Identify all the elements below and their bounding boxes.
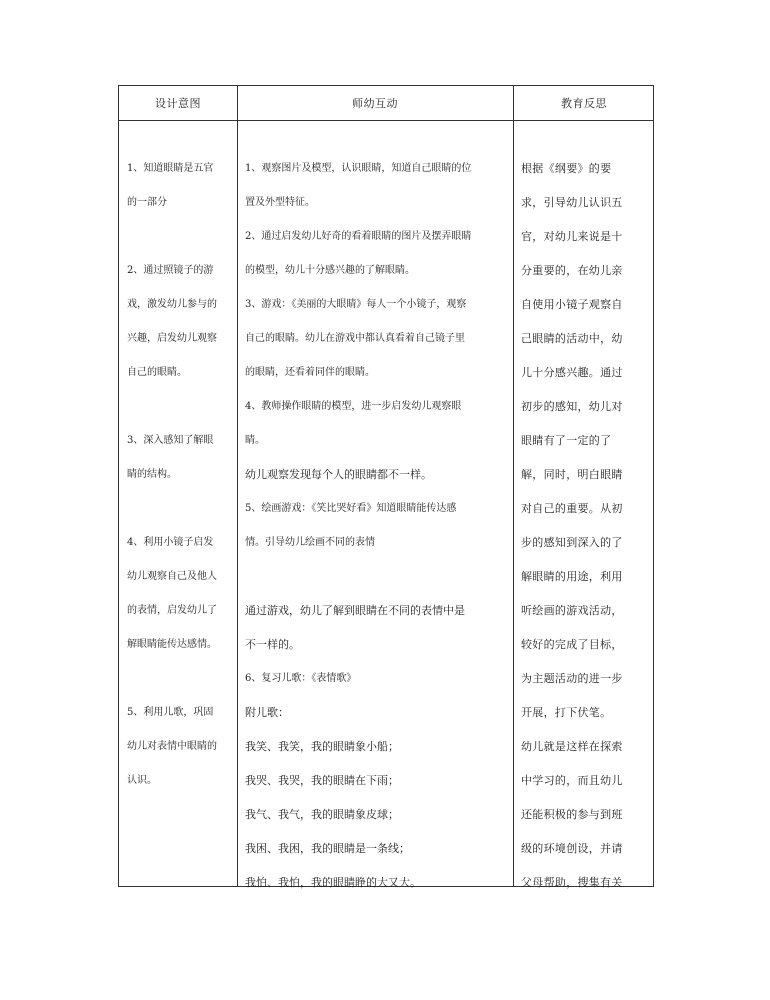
interaction-line: 我气、我气，我的眼睛象皮球； (245, 808, 399, 821)
reflection-line: 还能积极的参与到班 (521, 808, 623, 821)
interaction-line: 自己的眼睛。幼儿在游戏中都认真看着自己镜子里 (245, 333, 465, 344)
interaction-line: 我困、我困，我的眼睛是一条线； (245, 842, 410, 855)
design-intent-line: 的表情，启发幼儿了 (127, 605, 217, 616)
reflection-line: 听绘画的游戏活动， (521, 604, 623, 617)
design-intent-line: 幼儿观察自己及他人 (127, 571, 217, 582)
reflection-line: 官，对幼儿来说是十 (521, 230, 623, 243)
reflection-line: 父母帮助，搜集有关 (521, 876, 623, 889)
reflection-line: 对自己的重要。从初 (521, 502, 623, 515)
design-intent-line (127, 390, 235, 424)
lesson-table (118, 85, 654, 887)
design-intent-line: 4、利用小镜子启发 (127, 537, 214, 548)
design-intent-line: 解眼睛能传达感情。 (127, 639, 217, 650)
header-interaction: 师幼互动 (352, 97, 398, 110)
interaction-line: 不一样的。 (245, 638, 300, 651)
reflection-line: 为主题活动的进一步 (521, 672, 623, 685)
header-reflection: 教育反思 (561, 97, 607, 110)
design-intent-line: 3、深入感知了解眼 (127, 435, 214, 446)
reflection-line: 儿十分感兴趣。通过 (521, 366, 623, 379)
reflection-line: 根据《纲要》的要 (521, 162, 612, 175)
reflection-line: 眼睛有了一定的了 (521, 434, 612, 447)
header-divider (119, 120, 653, 121)
interaction-line: 4、教师操作眼睛的模型，进一步启发幼儿观察眼 (245, 401, 462, 412)
interaction-line: 1、观察图片及模型，认识眼睛，知道自己眼睛的位 (245, 163, 472, 174)
reflection-line: 较好的完成了目标， (521, 638, 623, 651)
interaction-line: 附儿歌： (245, 706, 289, 719)
reflection-line: 自使用小镜子观察自 (521, 298, 623, 311)
reflection-line: 幼儿就是这样在探索 (521, 740, 623, 753)
column-divider (513, 86, 514, 886)
reflection-line: 解眼睛的用途，利用 (521, 570, 623, 583)
reflection-line: 解，同时，明白眼睛 (521, 468, 623, 481)
column-divider (237, 86, 238, 886)
interaction-line (245, 560, 509, 594)
design-intent-column (127, 152, 235, 798)
interaction-line: 情。引导幼儿绘画不同的表情 (245, 537, 375, 548)
reflection-line: 初步的感知，幼儿对 (521, 400, 623, 413)
reflection-line: 步的感知到深入的了 (521, 536, 623, 549)
reflection-line: 级的环境创设，并请 (521, 842, 623, 855)
interaction-column (245, 152, 509, 900)
interaction-line: 置及外型特征。 (245, 197, 315, 208)
reflection-line: 开展，打下伏笔。 (521, 706, 612, 719)
interaction-line: 2、通过启发幼儿好奇的看着眼睛的图片及摆弄眼睛 (245, 231, 472, 242)
design-intent-line: 幼儿对表情中眼睛的 (127, 741, 217, 752)
design-intent-line: 兴趣，启发幼儿观察 (127, 333, 217, 344)
design-intent-line: 5、利用儿歌，巩固 (127, 707, 214, 718)
reflection-line: 己眼睛的活动中，幼 (521, 332, 623, 345)
design-intent-line: 睛的结构。 (127, 469, 177, 480)
reflection-column (521, 152, 651, 900)
design-intent-line (127, 662, 235, 696)
reflection-line: 求，引导幼儿认识五 (521, 196, 623, 209)
interaction-line: 5、绘画游戏：《笑比哭好看》知道眼睛能传达感 (245, 503, 457, 514)
interaction-line: 3、游戏：《美丽的大眼睛》每人一个小镜子，观察 (245, 299, 467, 310)
interaction-line: 我怕、我怕，我的眼睛睁的大又大。 (245, 876, 421, 889)
reflection-line: 中学习的，而且幼儿 (521, 774, 623, 787)
interaction-line: 睛。 (245, 435, 265, 446)
interaction-line: 的眼睛，还看着同伴的眼睛。 (245, 367, 375, 378)
design-intent-line: 认识。 (127, 775, 157, 786)
header-design-intent: 设计意图 (155, 97, 201, 110)
interaction-line: 我笑、我笑，我的眼睛象小船； (245, 740, 399, 753)
reflection-line: 分重要的，在幼儿亲 (521, 264, 623, 277)
design-intent-line (127, 220, 235, 254)
design-intent-line: 2、通过照镜子的游 (127, 265, 214, 276)
interaction-line: 通过游戏，幼儿了解到眼睛在不同的表情中是 (245, 604, 465, 617)
interaction-line: 我哭、我哭，我的眼睛在下雨； (245, 774, 399, 787)
interaction-line: 幼儿观察发现每个人的眼睛都不一样。 (245, 468, 432, 481)
design-intent-line: 的一部分 (127, 197, 167, 208)
design-intent-line: 戏，激发幼儿参与的 (127, 299, 217, 310)
design-intent-line: 1、知道眼睛是五官 (127, 163, 214, 174)
design-intent-line: 自己的眼睛。 (127, 367, 187, 378)
interaction-line: 6、复习儿歌：《表情歌》 (245, 673, 357, 684)
interaction-line: 的模型，幼儿十分感兴趣的了解眼睛。 (245, 265, 415, 276)
design-intent-line (127, 492, 235, 526)
